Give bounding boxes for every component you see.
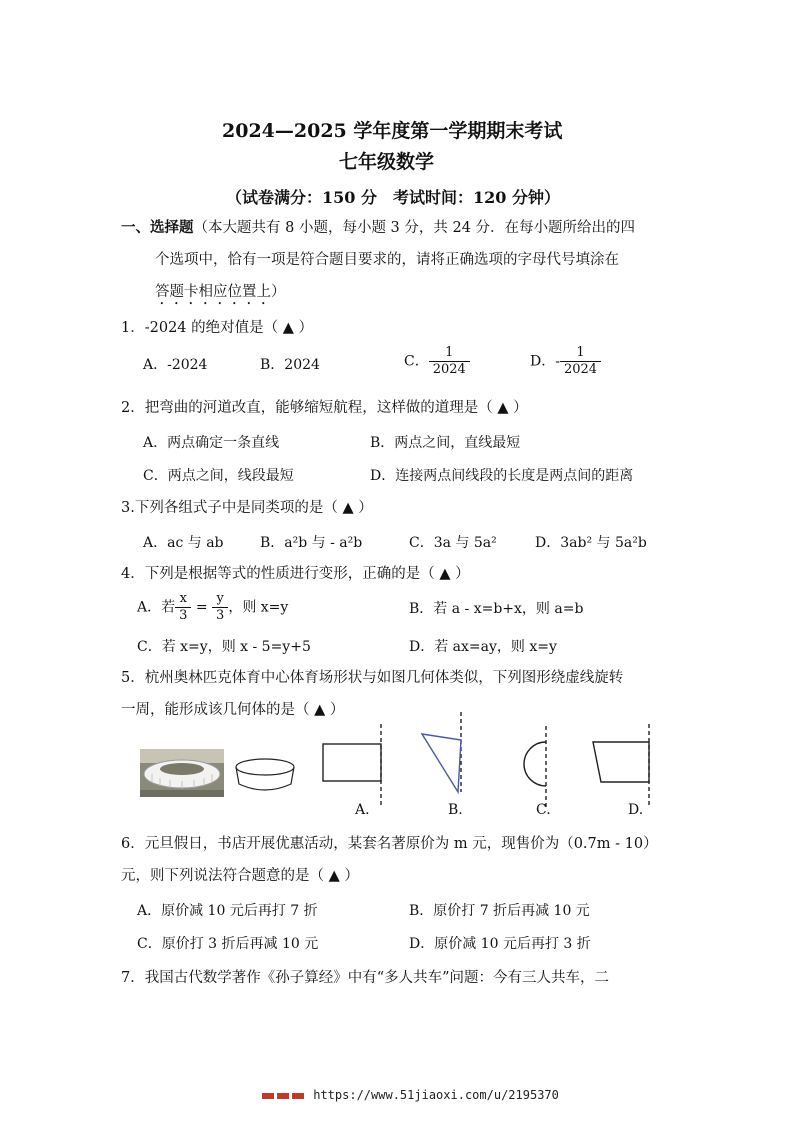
q3-option-a: A．ac 与 ab xyxy=(143,535,224,551)
q4-a-den1: 3 xyxy=(179,608,188,623)
q6-stem-line2: 元，则下列说法符合题意的是（ ▲ ） xyxy=(121,868,359,884)
q4-a-fraction2 xyxy=(212,591,228,624)
figure-b xyxy=(422,712,461,792)
q1-c-prefix: C． xyxy=(404,353,429,370)
q1-option-b: B．2024 xyxy=(260,357,320,373)
bowl-solid-figure xyxy=(236,759,294,790)
figure-a xyxy=(323,724,381,807)
q4-option-a xyxy=(137,591,288,624)
q5-label-b: B. xyxy=(448,802,463,818)
q6-option-a: A．原价减 10 元后再打 7 折 xyxy=(137,903,318,919)
q1-d-num: 1 xyxy=(560,345,601,362)
q1-option-c xyxy=(404,345,470,378)
footer-url: https://www.51jiaoxi.com/u/2195370 xyxy=(313,1088,559,1102)
footer-watermark xyxy=(262,1088,559,1102)
exam-title: 2024—2025 学年度第一学期期末考试 xyxy=(222,120,563,142)
q4-a-num2: y xyxy=(212,591,228,608)
q4-a-num1: x xyxy=(175,591,191,608)
q1-d-prefix: D．- xyxy=(530,353,560,370)
q4-stem: 4．下列是根据等式的性质进行变形，正确的是（ ▲ ） xyxy=(121,566,470,582)
figure-c xyxy=(524,726,546,807)
q4-option-b: B．若 a - x=b+x，则 a=b xyxy=(409,601,584,617)
q5-stem-line2: 一周，能形成该几何体的是（ ▲ ） xyxy=(121,702,345,718)
q3-option-c: C．3a 与 5a² xyxy=(409,535,497,551)
q1-d-fraction xyxy=(560,345,601,378)
q2-option-a: A．两点确定一条直线 xyxy=(143,435,280,451)
q6-option-c: C．原价打 3 折后再减 10 元 xyxy=(137,936,319,952)
exam-meta: （试卷满分：150 分 考试时间：120 分钟） xyxy=(226,188,560,207)
q4-a-den2: 3 xyxy=(216,608,225,623)
footer-logo-icon xyxy=(262,1091,306,1101)
exam-subject: 七年级数学 xyxy=(339,151,435,173)
stadium-photo xyxy=(140,749,224,797)
q4-a-prefix: A．若 xyxy=(137,599,176,616)
q3-option-d: D．3ab² 与 5a²b xyxy=(535,535,647,551)
q4-a-suffix: ，则 x=y xyxy=(228,599,289,616)
q5-label-c: C. xyxy=(536,802,551,818)
section-intro-end: ） xyxy=(271,284,286,300)
section-intro-dotted: 答题卡相应位置上 xyxy=(155,284,271,300)
q1-option-a: A．-2024 xyxy=(143,357,208,373)
q1-option-d xyxy=(530,345,601,378)
q2-option-b: B．两点之间，直线最短 xyxy=(370,435,521,451)
section-label: 一、选择题 xyxy=(121,219,194,236)
q3-option-b: B．a²b 与 - a²b xyxy=(260,535,363,551)
section-intro-line3 xyxy=(155,282,286,308)
figure-d xyxy=(593,724,649,807)
q2-option-c: C．两点之间，线段最短 xyxy=(143,468,294,484)
q6-option-b: B．原价打 7 折后再减 10 元 xyxy=(409,903,590,919)
q2-stem: 2．把弯曲的河道改直，能够缩短航程，这样做的道理是（ ▲ ） xyxy=(121,400,528,416)
q5-label-d: D. xyxy=(628,802,644,818)
q1-stem: 1．-2024 的绝对值是（ ▲ ） xyxy=(121,320,314,336)
q3-stem: 3.下列各组式子中是同类项的是（ ▲ ） xyxy=(121,500,373,516)
q5-stem-line1: 5．杭州奥林匹克体育中心体育场形状与如图几何体类似，下列图形绕虚线旋转 xyxy=(121,670,624,686)
q7-stem-line1: 7．我国古代数学著作《孙子算经》中有“多人共车”问题：今有三人共车，二 xyxy=(121,970,610,986)
q4-option-c: C．若 x=y，则 x - 5=y+5 xyxy=(137,639,311,655)
q1-d-den: 2024 xyxy=(563,362,598,377)
section-intro-text: （本大题共有 8 小题，每小题 3 分，共 24 分．在每小题所给出的四 xyxy=(193,220,636,236)
q4-a-eq: = xyxy=(195,599,208,616)
q1-c-fraction xyxy=(429,345,470,378)
q6-stem-line1: 6．元旦假日，书店开展优惠活动，某套名著原价为 m 元，现售价为（0.7m - 10） xyxy=(121,836,658,852)
section-intro-line1 xyxy=(121,218,635,238)
q5-label-a: A. xyxy=(355,802,370,818)
q1-c-den: 2024 xyxy=(432,362,466,377)
q6-option-d: D．原价减 10 元后再打 3 折 xyxy=(409,936,591,952)
q2-option-d: D．连接两点间线段的长度是两点间的距离 xyxy=(370,468,634,484)
q5-figures xyxy=(138,712,678,822)
q4-a-fraction1 xyxy=(175,591,191,624)
section-intro-line2: 个选项中，恰有一项是符合题目要求的，请将正确选项的字母代号填涂在 xyxy=(155,252,619,268)
q4-option-d: D．若 ax=ay，则 x=y xyxy=(409,639,557,655)
q1-c-num: 1 xyxy=(429,345,470,362)
